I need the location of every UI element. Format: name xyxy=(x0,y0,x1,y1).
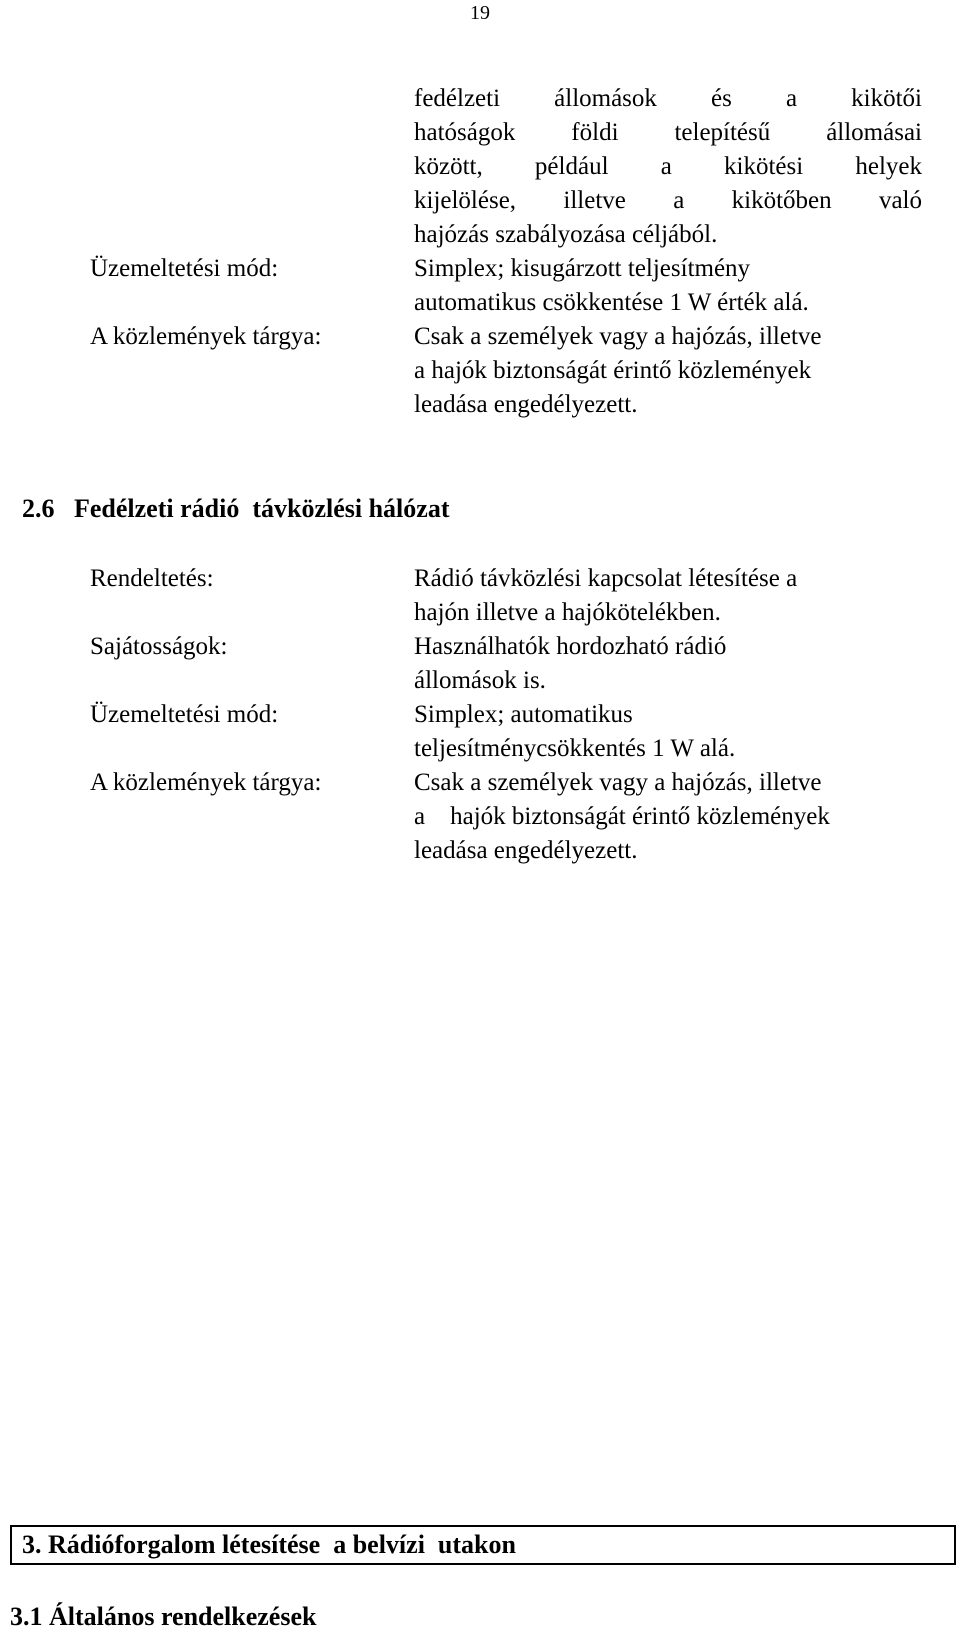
purpose-value xyxy=(414,562,922,630)
value-line: Használhatók hordozható rádió xyxy=(414,633,727,660)
operation-mode-label: Üzemeltetési mód: xyxy=(90,255,279,282)
intro-row xyxy=(0,82,960,252)
features-row xyxy=(0,630,960,698)
operation-mode-label: Üzemeltetési mód: xyxy=(90,701,279,728)
operation-mode-value xyxy=(414,698,922,766)
message-subject-row xyxy=(0,320,960,422)
section-2-6-body xyxy=(0,562,960,868)
value-line: Csak a személyek vagy a hajózás, illetve xyxy=(414,769,822,796)
value-line: állomások is. xyxy=(414,667,546,694)
value-line: a hajók biztonságát érintő közlemények xyxy=(414,803,830,830)
features-label: Sajátosságok: xyxy=(90,633,228,660)
intro-spacer xyxy=(0,82,414,252)
value-line: automatikus csökkentése 1 W érték alá. xyxy=(414,289,809,316)
value-line: leadása engedélyezett. xyxy=(414,837,638,864)
value-line: a hajók biztonságát érintő közlemények xyxy=(414,357,812,384)
operation-mode-value xyxy=(414,252,922,320)
section-3-heading: 3. Rádióforgalom létesítése a belvízi utakon xyxy=(10,1525,956,1565)
value-line: Simplex; automatikus xyxy=(414,701,633,728)
message-subject-value xyxy=(414,320,922,422)
message-subject-value xyxy=(414,766,922,868)
page-number: 19 xyxy=(470,2,490,24)
intro-line: között, például a kikötési helyek xyxy=(414,153,922,180)
value-line: Rádió távközlési kapcsolat létesítése a xyxy=(414,565,798,592)
features-value xyxy=(414,630,922,698)
purpose-row xyxy=(0,562,960,630)
message-subject-row xyxy=(0,766,960,868)
purpose-label: Rendeltetés: xyxy=(90,565,214,592)
section-continued xyxy=(0,82,960,422)
intro-text xyxy=(414,82,922,252)
value-line: leadása engedélyezett. xyxy=(414,391,638,418)
intro-line: hajózás szabályozása céljából. xyxy=(414,221,718,248)
value-line: Csak a személyek vagy a hajózás, illetve xyxy=(414,323,822,350)
value-line: teljesítménycsökkentés 1 W alá. xyxy=(414,735,736,762)
value-line: Simplex; kisugárzott teljesítmény xyxy=(414,255,751,282)
operation-mode-row xyxy=(0,698,960,766)
value-line: hajón illetve a hajókötelékben. xyxy=(414,599,721,626)
operation-mode-row xyxy=(0,252,960,320)
section-2-6-heading: 2.6 Fedélzeti rádió távközlési hálózat xyxy=(22,494,450,523)
intro-line: fedélzeti állomások és a kikötői xyxy=(414,85,922,112)
intro-line: kijelölése, illetve a kikötőben való xyxy=(414,187,922,214)
section-3-1-heading: 3.1 Általános rendelkezések xyxy=(10,1602,317,1631)
intro-line: hatóságok földi telepítésű állomásai xyxy=(414,119,922,146)
message-subject-label: A közlemények tárgya: xyxy=(90,323,322,350)
message-subject-label: A közlemények tárgya: xyxy=(90,769,322,796)
